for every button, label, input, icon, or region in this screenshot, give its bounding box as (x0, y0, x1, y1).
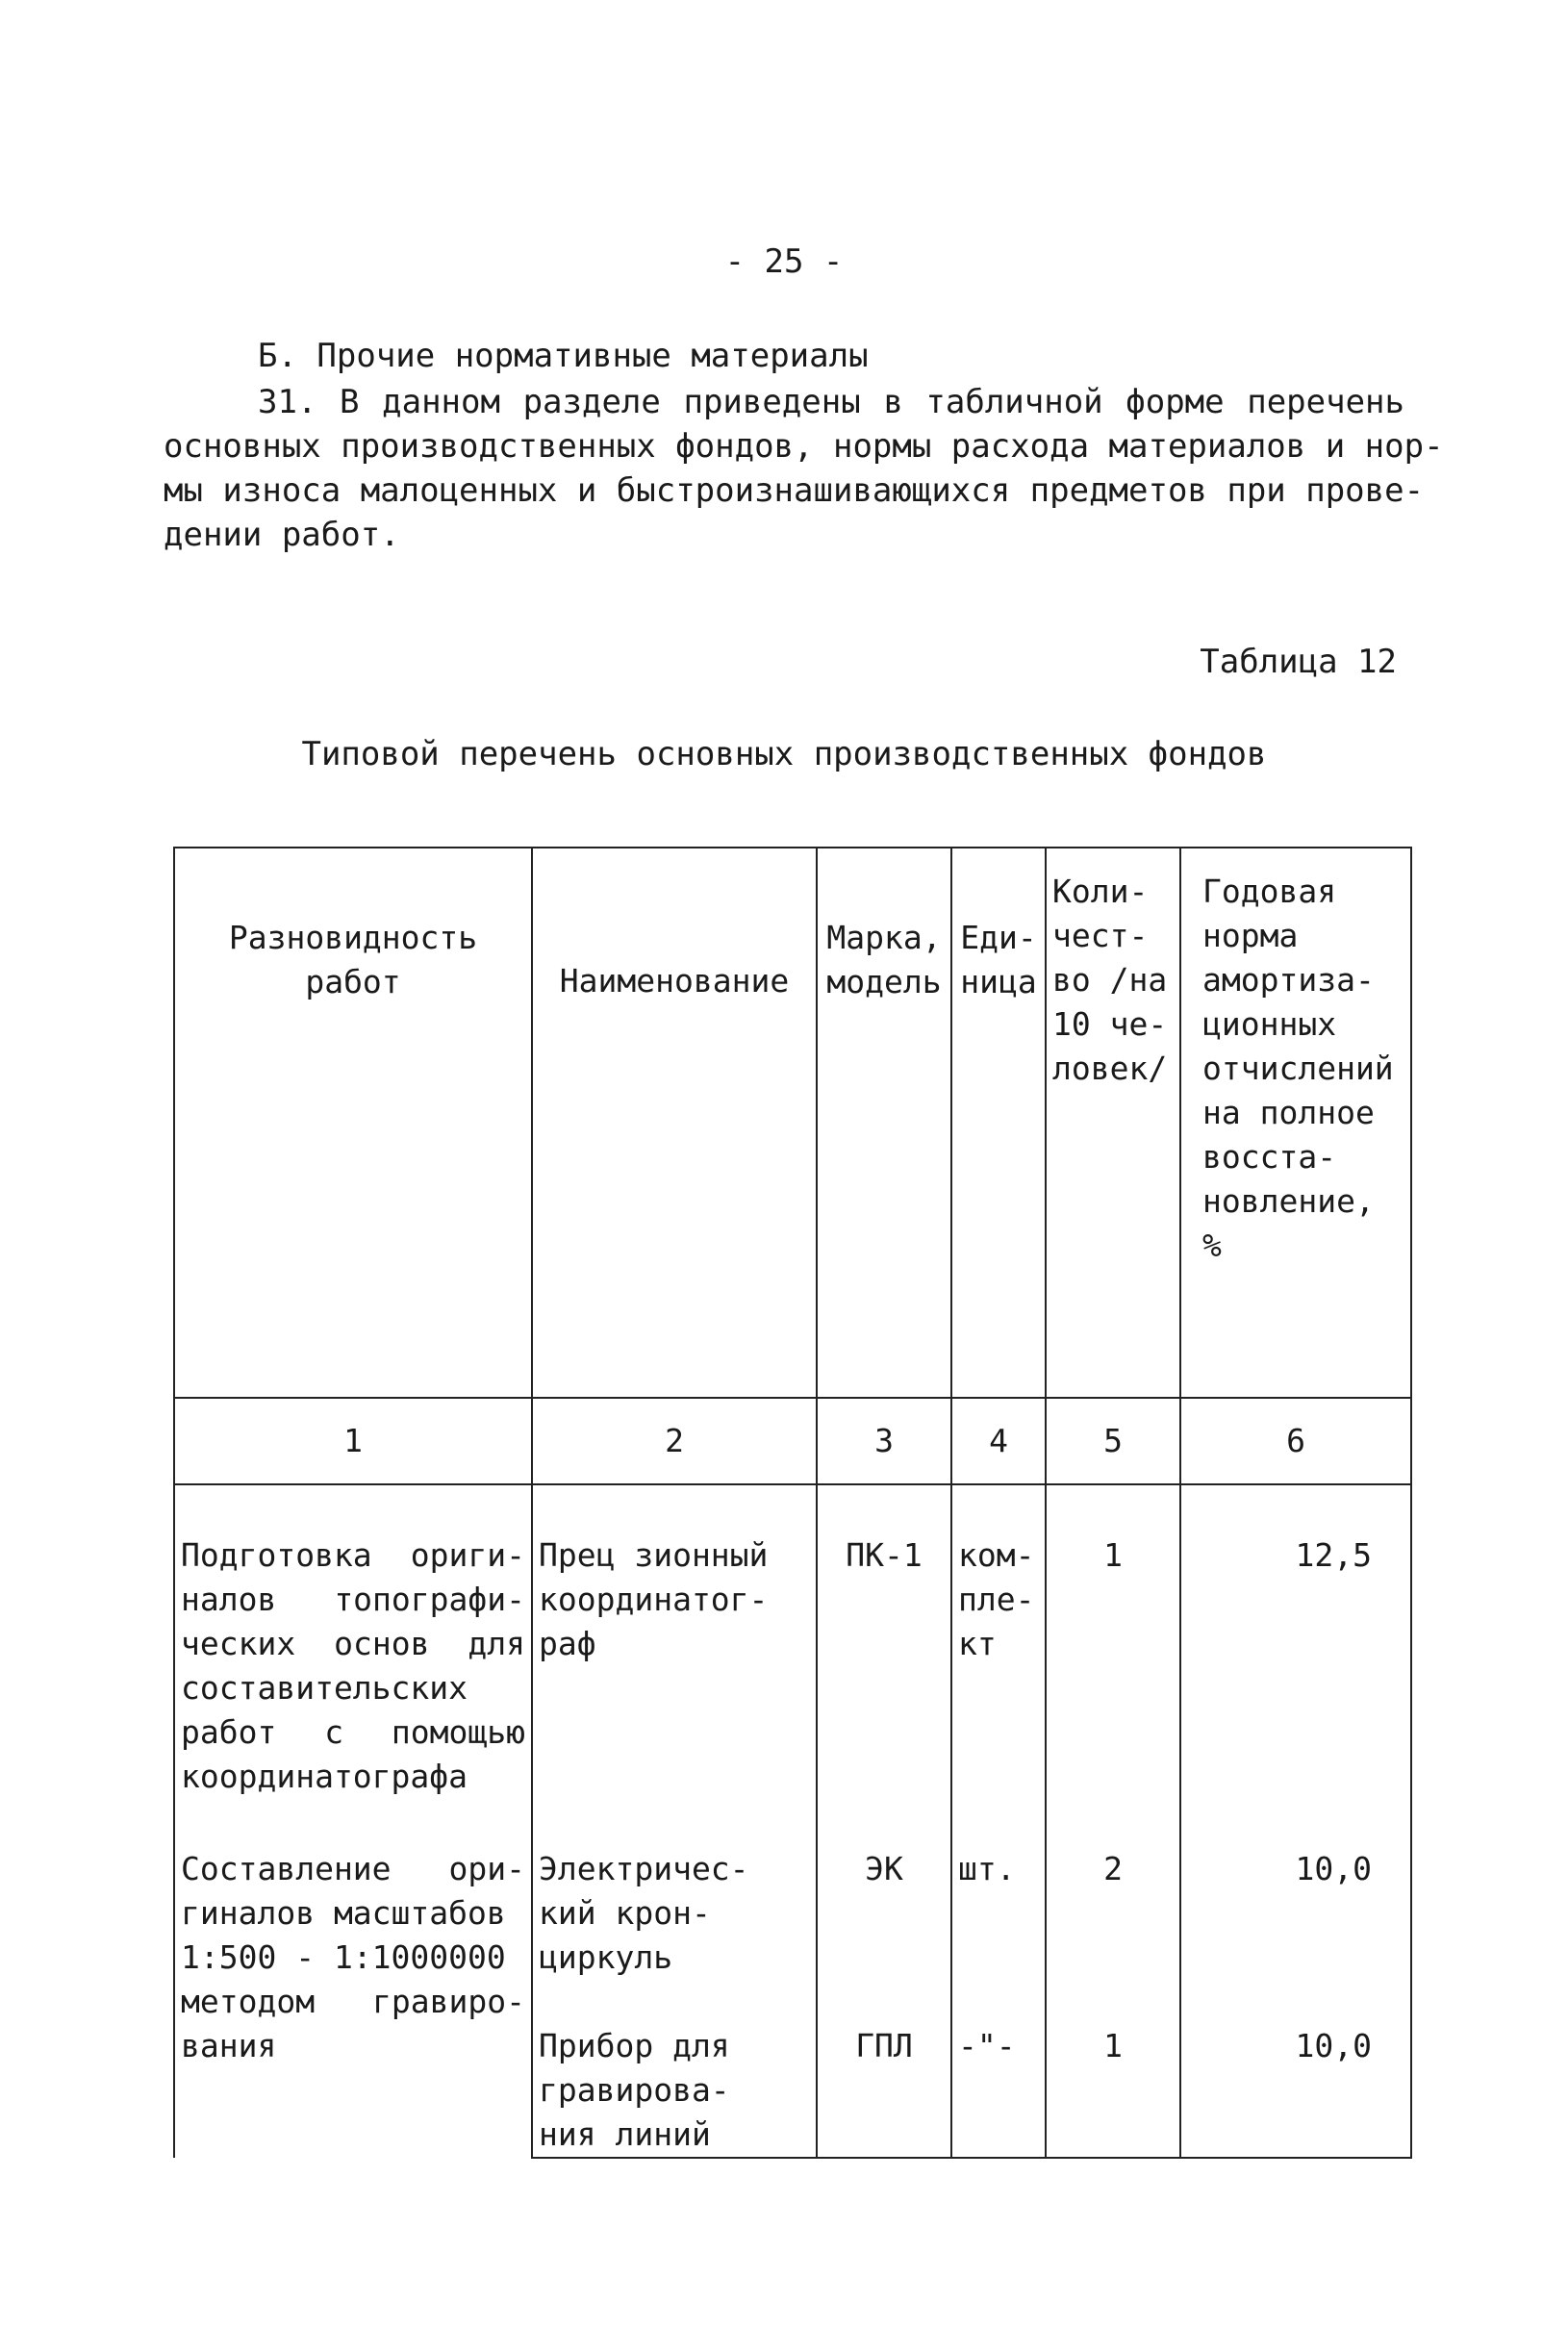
header-depreciation-rate: Годовая норма амортиза- ционных отчислений на полное восста- новление, % (1180, 848, 1411, 1398)
rate-cell: 10,0 (1180, 1980, 1411, 2158)
column-number: 6 (1180, 1398, 1411, 1484)
quantity-cell: 1 (1046, 1533, 1180, 1799)
table-row (174, 1847, 1411, 1980)
paragraph-line: дении работ. (164, 516, 400, 554)
name-cell: Электричес- кий крон- циркуль (532, 1847, 817, 1980)
header-name: Наименование (532, 848, 817, 1398)
work-type-cell: Подготовка ориги- налов топографи- ческих основ для составительских работ с помощью координатографа (174, 1533, 532, 1799)
unit-cell: шт. (951, 1847, 1046, 1980)
name-cell: Прибор для гравирова- ния линий (532, 1980, 817, 2158)
table-row (174, 1533, 1411, 1799)
column-number: 1 (174, 1398, 532, 1484)
unit-cell: ком- пле- кт (951, 1533, 1046, 1799)
section-title: Б. Прочие нормативные материалы (258, 337, 869, 375)
table-label: Таблица 12 (1200, 643, 1397, 681)
table-title: Типовой перечень основных производственных фондов (301, 735, 1267, 773)
intro-paragraph (164, 380, 1444, 557)
paragraph-line: основных производственных фондов, нормы расхода материалов и нор- (164, 427, 1444, 466)
column-number-row (174, 1398, 1411, 1484)
name-cell: Прец зионный координатог- раф (532, 1533, 817, 1799)
model-cell: ГПЛ (817, 1980, 951, 2158)
header-work-type: Разновидность работ (174, 848, 532, 1398)
column-number: 3 (817, 1398, 951, 1484)
quantity-cell: 1 (1046, 1980, 1180, 2158)
unit-cell: -"- (951, 1980, 1046, 2158)
column-number: 5 (1046, 1398, 1180, 1484)
model-cell: ЭК (817, 1847, 951, 1980)
column-number: 4 (951, 1398, 1046, 1484)
column-number: 2 (532, 1398, 817, 1484)
model-cell: ПК-1 (817, 1533, 951, 1799)
table-header-row (174, 848, 1411, 1398)
page-number: - 25 - (724, 242, 844, 281)
header-model: Марка, модель (817, 848, 951, 1398)
quantity-cell: 2 (1046, 1847, 1180, 1980)
paragraph-line: мы износа малоценных и быстроизнашивающихся предметов при прове- (164, 471, 1425, 510)
work-type-cell: Составление ори- гиналов масштабов 1:500 - 1:1000000 методом гравиро- вания (174, 1847, 532, 2158)
rate-cell: 10,0 (1180, 1847, 1411, 1980)
header-unit: Еди- ница (951, 848, 1046, 1398)
assets-table (173, 847, 1412, 2159)
rate-cell: 12,5 (1180, 1533, 1411, 1799)
paragraph-line: 31. В данном разделе приведены в табличной форме перечень (258, 383, 1404, 421)
header-quantity: Коли- чест- во /на 10 че- ловек/ (1046, 848, 1180, 1398)
